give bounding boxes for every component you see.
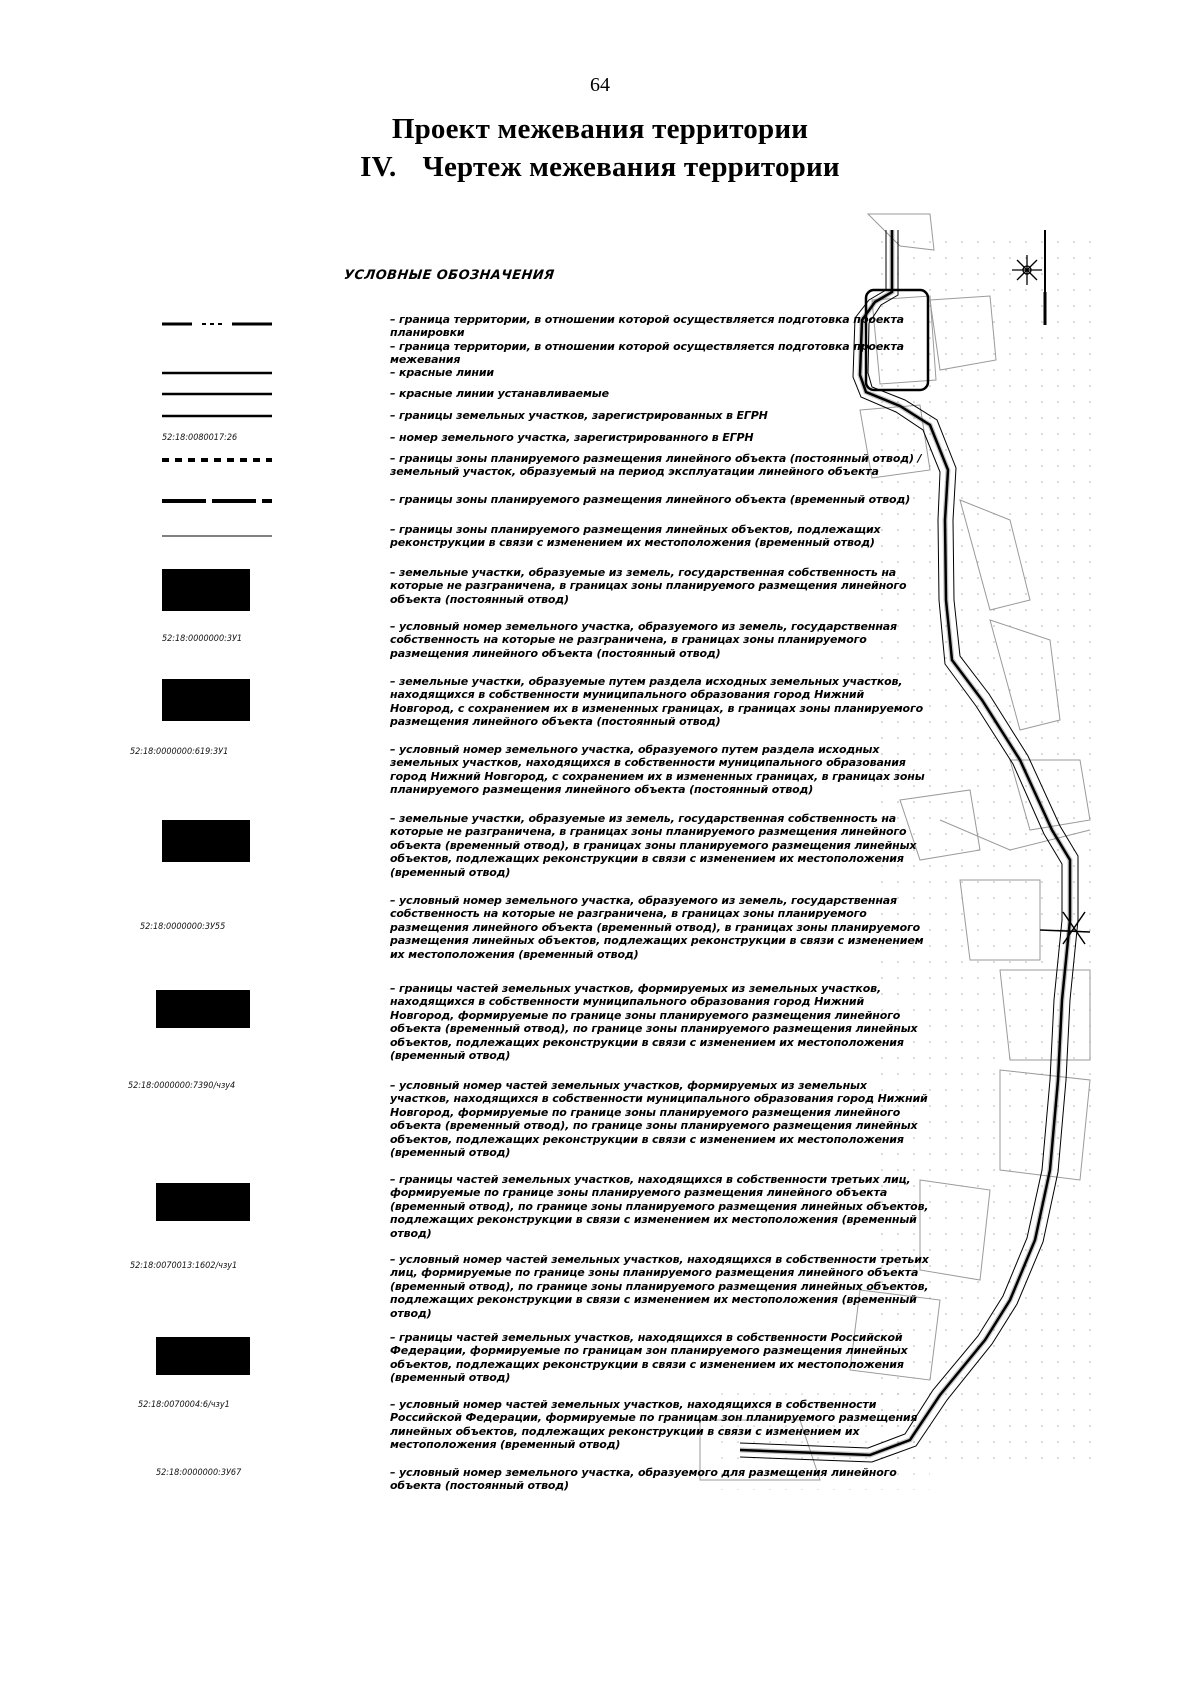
- legend-symbol-planning-boundary: [162, 319, 272, 329]
- document-title: Проект межевания территории: [391, 113, 809, 145]
- legend-item: [120, 1173, 929, 1253]
- legend-text: – границы частей земельных участков, находящихся в собственности Российской Федерации, формируемые по границам зон планируемого размещения линейных объектов, подлежащих реконструкции в связи с изменением их местоположения (временный отвод): [390, 1331, 908, 1385]
- legend-swatch: [156, 1183, 250, 1221]
- legend-item: [120, 313, 904, 341]
- legend-code: 52:18:0070013:1602/чзу1: [130, 1261, 238, 1271]
- legend-item: [120, 366, 810, 386]
- legend-title: УСЛОВНЫЕ ОБОЗНАЧЕНИЯ: [343, 268, 556, 283]
- legend-text: – границы зоны планируемого размещения линейных объектов, подлежащих реконструкции в связи с изменением их местоположения (временный отвод): [390, 523, 881, 550]
- legend-code: 52:18:0070004:6/чзу1: [138, 1400, 230, 1410]
- legend-text: – земельные участки, образуемые из земель, государственная собственность на которые не разграничена, в границах зоны планируемого размещения линейного объекта (постоянный отвод): [390, 566, 907, 606]
- legend-item: [120, 1398, 918, 1466]
- legend-symbol-red-lines-established: [162, 390, 272, 398]
- legend-item: [120, 675, 923, 729]
- legend-text: – границы частей земельных участков, находящихся в собственности третьих лиц, формируемые по границе зоны планируемого размещения линейного объекта (временный отвод), по границе зоны планируемого размещения линейных объектов, подлежащих реконструкции в связи с изменением их местоположения (временный отвод): [390, 1173, 929, 1240]
- legend-text: – условный номер частей земельных участков, находящихся в собственности Российской Федерации, формируемые по границам зон планируемого размещения линейных объектов, подлежащих реконструкции в связи с изменением их местоположения (временный отвод): [390, 1398, 918, 1452]
- legend-item: [120, 340, 904, 368]
- legend-item: [120, 387, 810, 407]
- page-number: 64: [590, 74, 610, 96]
- legend-symbol-permanent-zone: [162, 455, 272, 465]
- legend-code: 52:18:0000000:7390/чзу4: [128, 1081, 236, 1091]
- legend-symbol-temporary-zone: [162, 496, 272, 506]
- legend-text: – условный номер земельного участка, образуемого из земель, государственная собственность на которые не разграничена, в границах зоны планируемого размещения линейного объекта (временный отвод), в границах зоны планируемого размещения линейных объектов, подлежащих реконструкции в связи с изменением их местоположения (временный отвод): [390, 894, 924, 961]
- legend-item: [120, 1079, 928, 1173]
- legend-swatch: [156, 1337, 250, 1375]
- legend-item: [120, 620, 897, 674]
- legend-text: – условный номер частей земельных участков, формируемых из земельных участков, находящихся в собственности муниципального образования город Нижний Новгород, формируемые по границе зоны планируемого размещения линейного объекта (временный отвод), по границе зоны планируемого размещения линейных объектов, подлежащих реконструкции в связи с изменением их местоположения (временный отвод): [390, 1079, 928, 1160]
- legend-swatch: [156, 990, 250, 1028]
- legend-code: 52:18:0000000:3У67: [156, 1468, 242, 1478]
- legend-code: 52:18:0000000:3У55: [140, 922, 226, 932]
- legend-item: [120, 452, 922, 492]
- legend-text: – границы зоны планируемого размещения линейного объекта (временный отвод): [390, 493, 911, 506]
- legend-text: – условный номер частей земельных участков, находящихся в собственности третьих лиц, формируемые по границе зоны планируемого размещения линейного объекта (временный отвод), по границе зоны планируемого размещения линейных объектов, подлежащих реконструкции в связи с изменением их местоположения (временный отвод): [390, 1253, 929, 1320]
- legend-swatch: [162, 820, 250, 862]
- legend-text: – условный номер земельного участка, образуемого из земель, государственная собственность на которые не разграничена, в границах зоны планируемого размещения линейного объекта (постоянный отвод): [390, 620, 897, 660]
- legend-text: – условный номер земельного участка, образуемого для размещения линейного объекта (постоянный отвод): [390, 1466, 897, 1493]
- legend-swatch: [162, 569, 250, 611]
- legend-item: [120, 409, 810, 429]
- legend-text: – границы частей земельных участков, формируемых из земельных участков, находящихся в собственности муниципального образования город Нижний Новгород, формируемые по границе зоны планируемого размещения линейного объекта (временный отвод), по границе зоны планируемого размещения линейных объектов, подлежащих реконструкции в связи с изменением их местоположения (временный отвод): [390, 982, 918, 1063]
- legend-text: – номер земельного участка, зарегистрированного в ЕГРН: [390, 431, 754, 444]
- legend-text: – границы зоны планируемого размещения линейного объекта (постоянный отвод) / земельный участок, образуемый на период эксплуатации линейного объекта: [390, 452, 922, 479]
- legend-text: – земельные участки, образуемые путем раздела исходных земельных участков, находящихся в собственности муниципального образования город Нижний Новгород, с сохранением их в измененных границах, в границах зоны планируемого размещения линейного объекта (постоянный отвод): [390, 675, 923, 729]
- legend-item: [120, 566, 907, 620]
- legend-item: [120, 431, 810, 451]
- legend-symbol-reconstruction-zone: [162, 532, 272, 540]
- legend-text: – граница территории, в отношении которой осуществляется подготовка проекта межевания: [390, 340, 904, 367]
- legend-code: 52:18:0000000:619:3У1: [130, 747, 229, 757]
- legend-symbol-red-lines: [162, 369, 272, 377]
- legend-text: – условный номер земельного участка, образуемого путем раздела исходных земельных участков, находящихся в собственности муниципального образования город Нижний Новгород, с сохранением их в измененных границах, в границах зоны планируемого размещения линейного объекта (постоянный отвод): [390, 743, 925, 797]
- legend-item: [120, 743, 925, 811]
- legend-code: 52:18:0000000:3У1: [162, 634, 243, 644]
- legend-text: – границы земельных участков, зарегистрированных в ЕГРН: [390, 409, 768, 422]
- legend-item: [120, 982, 918, 1076]
- legend-item: [120, 493, 911, 521]
- section-number: IV.: [360, 151, 397, 183]
- legend-item: [120, 1466, 897, 1496]
- legend-item: [120, 812, 917, 892]
- legend-text: – граница территории, в отношении которой осуществляется подготовка проекта планировки: [390, 313, 904, 340]
- legend-item: [120, 523, 881, 563]
- legend-text: – красные линии устанавливаемые: [390, 387, 609, 400]
- legend-item: [120, 1253, 929, 1333]
- section-name: Чертеж межевания территории: [422, 151, 840, 183]
- legend-item: [120, 1331, 908, 1399]
- legend-code: 52:18:0080017:26: [162, 433, 238, 443]
- legend-item: [120, 894, 924, 974]
- legend-text: – земельные участки, образуемые из земель, государственная собственность на которые не разграничена, в границах зоны планируемого размещения линейного объекта (временный отвод), в границах зоны планируемого размещения линейных объектов, подлежащих реконструкции в связи с изменением их местоположения (временный отвод): [390, 812, 917, 879]
- legend-text: – красные линии: [390, 366, 494, 379]
- legend-swatch: [162, 679, 250, 721]
- legend-symbol-egrn-boundaries: [162, 412, 272, 420]
